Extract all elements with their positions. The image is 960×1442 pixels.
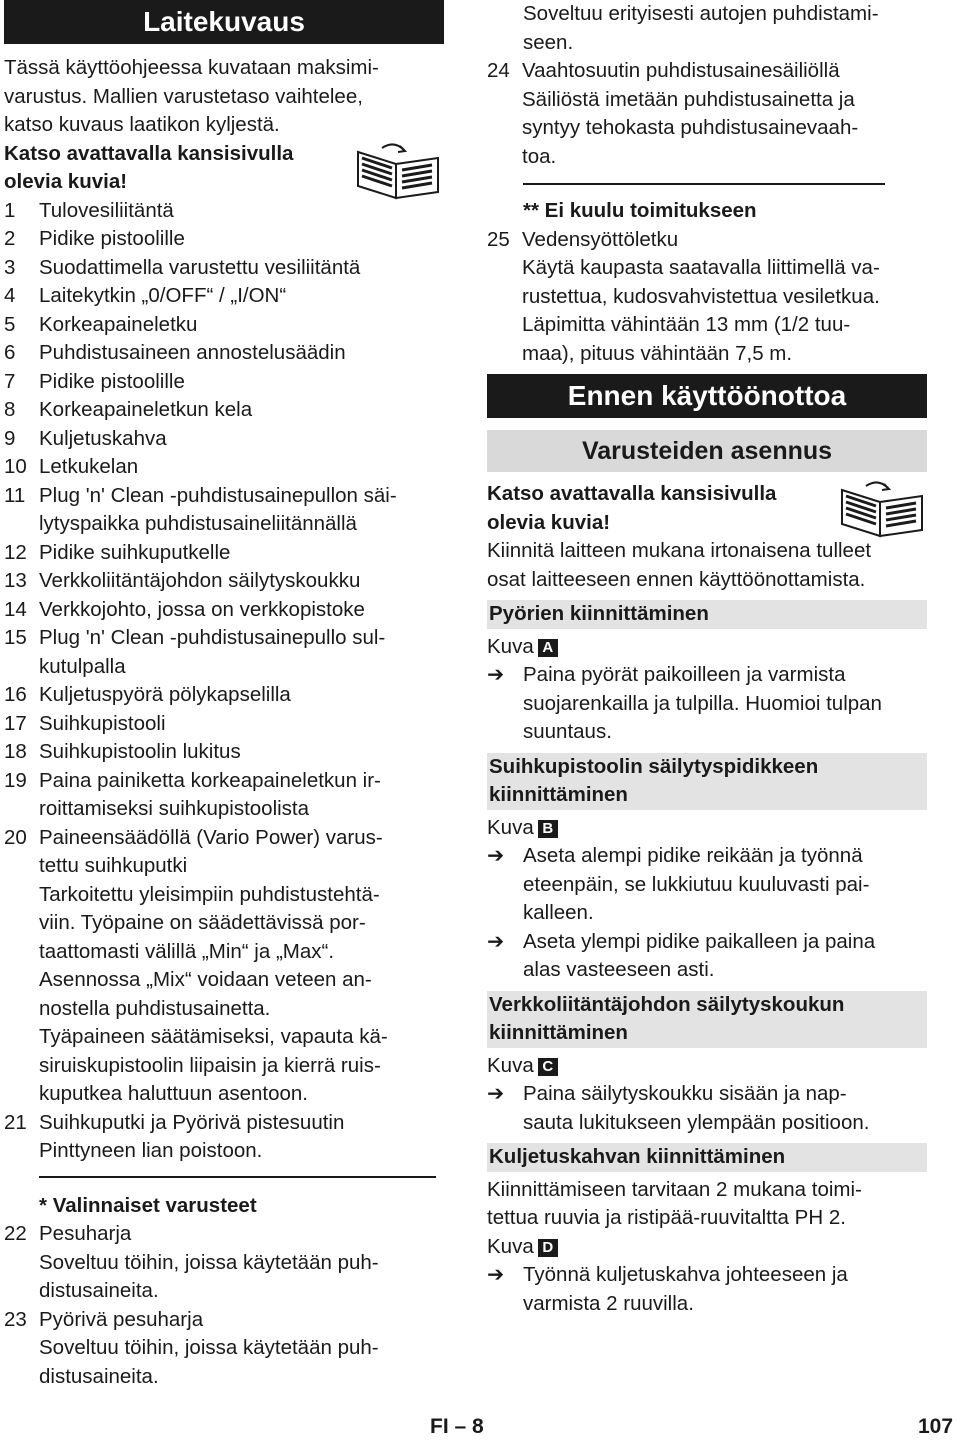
step-line: Työnnä kuljetuskahva johteeseen ja bbox=[523, 1263, 848, 1286]
item-line: syntyy tehokasta puhdistusainevaah- bbox=[522, 116, 859, 139]
step-text bbox=[523, 661, 927, 747]
item-number: 14 bbox=[4, 597, 27, 621]
intro-line: Tässä käyttöohjeessa kuvataan maksimi- bbox=[4, 56, 379, 79]
instruction-step bbox=[487, 928, 927, 985]
item-text bbox=[39, 368, 444, 397]
item-line: Korkeapaineletkun kela bbox=[39, 398, 253, 421]
item-line: Tarkoitettu yleisimpiin puhdistustehtä- bbox=[39, 882, 380, 906]
item-line: maa), pituus vähintään 7,5 m. bbox=[522, 341, 793, 365]
item-line: Suihkuputki ja Pyörivä pistesuutin bbox=[39, 1110, 345, 1134]
figure-label: Kuva bbox=[487, 815, 534, 839]
list-item bbox=[4, 339, 444, 368]
item-text bbox=[39, 767, 444, 824]
item-line: Plug 'n' Clean -puhdistusainepullon säi- bbox=[39, 483, 397, 507]
item-number: 3 bbox=[4, 255, 16, 279]
step-text bbox=[523, 1261, 927, 1318]
item-line: distusaineita. bbox=[39, 1279, 159, 1302]
list-item bbox=[487, 57, 927, 171]
step-line: suojarenkailla ja tulpilla. Huomioi tulpan bbox=[523, 691, 882, 715]
figure-reference bbox=[487, 1233, 927, 1262]
item-text bbox=[39, 482, 444, 539]
figure-letter-badge: D bbox=[538, 1239, 558, 1257]
item-line: kuputkea haluttuun asentoon. bbox=[39, 1082, 308, 1105]
arrow-icon: ➔ bbox=[487, 1263, 505, 1286]
figure-reference bbox=[487, 814, 927, 843]
item-line: Soveltuu töihin, joissa käytetään puh- bbox=[39, 1336, 379, 1359]
list-item bbox=[4, 767, 444, 824]
footer-language-page: FI – 8 bbox=[430, 1415, 484, 1438]
optional-accessories-heading: * Valinnaiset varusteet bbox=[39, 1193, 257, 1217]
item-number: 25 bbox=[487, 227, 510, 251]
item-number: 16 bbox=[4, 683, 27, 706]
item-number: 4 bbox=[4, 284, 16, 307]
section-heading-laitekuvaus: Laitekuvaus bbox=[4, 0, 444, 44]
step-line: Paina pyörät paikoilleen ja varmista bbox=[523, 663, 846, 686]
assembly-sections bbox=[487, 594, 927, 1318]
subheading-line: Suihkupistoolin säilytyspidikkeen bbox=[489, 754, 819, 778]
item-line: nostella puhdistusainetta. bbox=[39, 996, 271, 1020]
item-number: 12 bbox=[4, 540, 27, 564]
item-number: 5 bbox=[4, 312, 16, 336]
item-line: roittamiseksi suihkupistoolista bbox=[39, 797, 310, 820]
item-line: Läpimitta vähintään 13 mm (1/2 tuu- bbox=[522, 313, 851, 336]
figure-reference bbox=[487, 1052, 927, 1081]
see-figures-line: Katso avattavalla kansisivulla bbox=[487, 482, 777, 505]
item-line: Kuljetuskahva bbox=[39, 426, 167, 450]
subheading-line: Verkkoliitäntäjohdon säilytyskoukun bbox=[489, 992, 845, 1016]
intro-line: katso kuvaus laatikon kyljestä. bbox=[4, 113, 280, 136]
intro-line: varustus. Mallien varustetaso vaihtelee, bbox=[4, 84, 363, 108]
item-line: rustettua, kudosvahvistettua vesiletkua. bbox=[522, 284, 880, 308]
item-text bbox=[39, 311, 444, 340]
list-item bbox=[487, 226, 927, 369]
item-line: Paina painiketta korkeapaineletkun ir- bbox=[39, 768, 381, 792]
instruction-step bbox=[487, 1080, 927, 1137]
figure-reference bbox=[487, 633, 927, 662]
item-line: Korkeapaineletku bbox=[39, 312, 198, 336]
step-line: alas vasteeseen asti. bbox=[523, 958, 715, 981]
item-line: Pyörivä pesuharja bbox=[39, 1307, 204, 1331]
arrow-icon: ➔ bbox=[487, 844, 505, 867]
item-line: toa. bbox=[522, 144, 557, 168]
instruction-step bbox=[487, 842, 927, 928]
see-figures-line: olevia kuvia! bbox=[487, 510, 611, 534]
item-25 bbox=[487, 226, 927, 369]
item-number: 1 bbox=[4, 198, 16, 222]
item-text bbox=[39, 1306, 444, 1392]
list-item bbox=[4, 624, 444, 681]
page-number: 107 bbox=[918, 1415, 954, 1438]
item-text bbox=[522, 57, 927, 171]
item-number: 15 bbox=[4, 626, 27, 649]
item-text bbox=[39, 282, 444, 311]
item-line: Laitekytkin „0/OFF“ / „I/ON“ bbox=[39, 284, 287, 307]
item-line: distusaineita. bbox=[39, 1364, 159, 1388]
subheading-line: kiinnittäminen bbox=[489, 783, 628, 806]
instruction-step bbox=[487, 661, 927, 747]
list-item bbox=[4, 1109, 444, 1166]
item-text bbox=[39, 254, 444, 283]
arrow-icon: ➔ bbox=[487, 929, 505, 953]
item-text bbox=[39, 453, 444, 482]
item-line: Plug 'n' Clean -puhdistusainepullo sul- bbox=[39, 626, 386, 649]
assembly-section bbox=[487, 747, 927, 985]
figure-letter-badge: C bbox=[538, 1058, 558, 1076]
item-line: Pinttyneen lian poistoon. bbox=[39, 1139, 263, 1162]
open-book-icon bbox=[352, 140, 444, 202]
section-subheading bbox=[487, 600, 927, 629]
step-line: eteenpäin, se lukkiutuu kuuluvasti pai- bbox=[523, 872, 870, 896]
item-line: Vaahtosuutin puhdistusainesäiliöllä bbox=[522, 59, 840, 82]
see-figures-line: olevia kuvia! bbox=[4, 170, 128, 193]
subheading-line: Kuljetuskahvan kiinnittäminen bbox=[489, 1145, 786, 1168]
list-item bbox=[4, 311, 444, 340]
list-item bbox=[4, 482, 444, 539]
step-text bbox=[523, 1080, 927, 1137]
continued-text bbox=[487, 0, 927, 57]
item-number: 18 bbox=[4, 740, 27, 763]
item-line: Vedensyöttöletku bbox=[522, 227, 679, 251]
list-item bbox=[4, 1306, 444, 1392]
item-line: Verkkoliitäntäjohdon säilytyskoukku bbox=[39, 569, 361, 592]
item-number: 2 bbox=[4, 227, 16, 250]
item-line: Kuljetuspyörä pölykapselilla bbox=[39, 683, 291, 706]
item-line: Suihkupistooli bbox=[39, 711, 166, 735]
text-line: Kiinnitä laitteen mukana irtonaisena tulleet bbox=[487, 539, 872, 562]
step-line: Paina säilytyskoukku sisään ja nap- bbox=[523, 1082, 847, 1105]
item-text bbox=[39, 1220, 444, 1306]
text-line: seen. bbox=[523, 30, 574, 54]
list-item bbox=[4, 368, 444, 397]
item-line: Käytä kaupasta saatavalla liittimellä va- bbox=[522, 256, 880, 279]
list-item bbox=[4, 681, 444, 710]
item-24 bbox=[487, 57, 927, 171]
item-line: Pidike suihkuputkelle bbox=[39, 540, 231, 564]
item-line: kutulpalla bbox=[39, 654, 126, 678]
text-line: Kiinnittämiseen tarvitaan 2 mukana toimi- bbox=[487, 1177, 862, 1201]
step-line: Aseta alempi pidike reikään ja työnnä bbox=[523, 844, 863, 867]
item-line: siruiskupistoolin liipaisin ja kierrä ruis- bbox=[39, 1053, 381, 1077]
item-text bbox=[39, 824, 444, 1109]
item-text bbox=[522, 226, 927, 369]
list-item bbox=[4, 425, 444, 454]
step-line: varmista 2 ruuvilla. bbox=[523, 1291, 694, 1315]
item-number: 9 bbox=[4, 426, 16, 450]
section-subheading bbox=[487, 1143, 927, 1172]
right-column bbox=[487, 0, 927, 1318]
item-line: Suihkupistoolin lukitus bbox=[39, 740, 241, 763]
section-heading-ennen-kayttoonottoa: Ennen käyttöönottoa bbox=[487, 374, 927, 418]
item-line: lytyspaikka puhdistusaineliitännällä bbox=[39, 512, 357, 535]
step-line: kalleen. bbox=[523, 901, 594, 924]
item-line: taattomasti välillä „Min“ ja „Max“. bbox=[39, 939, 335, 963]
item-line: Soveltuu töihin, joissa käytetään puh- bbox=[39, 1250, 379, 1274]
not-included-heading: ** Ei kuulu toimitukseen bbox=[523, 199, 757, 222]
item-line: Säiliöstä imetään puhdistusainetta ja bbox=[522, 87, 855, 111]
open-book-icon bbox=[836, 478, 928, 540]
subheading-varusteiden-asennus: Varusteiden asennus bbox=[487, 430, 927, 472]
step-line: sauta lukitukseen ylempään positioon. bbox=[523, 1110, 870, 1134]
item-line: Pidike pistoolille bbox=[39, 227, 185, 250]
item-number: 17 bbox=[4, 711, 27, 735]
intro-text bbox=[4, 54, 444, 140]
item-text bbox=[39, 681, 444, 710]
item-line: viin. Työpaine on säädettävissä por- bbox=[39, 911, 366, 934]
list-item bbox=[4, 225, 444, 254]
list-item bbox=[4, 282, 444, 311]
section-subheading bbox=[487, 753, 927, 810]
item-text bbox=[39, 539, 444, 568]
list-item bbox=[4, 596, 444, 625]
figure-label: Kuva bbox=[487, 1234, 534, 1258]
item-line: Verkkojohto, jossa on verkkopistoke bbox=[39, 597, 365, 621]
step-line: Aseta ylempi pidike paikalleen ja paina bbox=[523, 929, 876, 953]
list-item bbox=[4, 1220, 444, 1306]
left-column bbox=[4, 0, 444, 1391]
list-item bbox=[4, 396, 444, 425]
item-number: 21 bbox=[4, 1110, 27, 1134]
parts-list bbox=[4, 197, 444, 1166]
optional-list bbox=[4, 1220, 444, 1391]
item-number: 24 bbox=[487, 59, 510, 82]
text-line: Soveltuu erityisesti autojen puhdistami- bbox=[523, 2, 879, 25]
item-number: 20 bbox=[4, 825, 27, 849]
item-line: Letkukelan bbox=[39, 455, 139, 478]
assembly-section bbox=[487, 985, 927, 1138]
list-item bbox=[4, 453, 444, 482]
see-figures-line: Katso avattavalla kansisivulla bbox=[4, 141, 294, 165]
item-text bbox=[39, 596, 444, 625]
item-line: Tyäpaineen säätämiseksi, vapauta kä- bbox=[39, 1025, 388, 1048]
subheading-line: Pyörien kiinnittäminen bbox=[489, 602, 709, 625]
item-text bbox=[39, 339, 444, 368]
figure-label: Kuva bbox=[487, 1053, 534, 1077]
item-line: Pesuharja bbox=[39, 1222, 132, 1245]
item-number: 23 bbox=[4, 1307, 27, 1331]
item-line: Paineensäädöllä (Vario Power) varus- bbox=[39, 825, 383, 849]
list-item bbox=[4, 710, 444, 739]
item-number: 7 bbox=[4, 369, 16, 393]
list-item bbox=[4, 254, 444, 283]
item-line: Puhdistusaineen annostelusäädin bbox=[39, 341, 346, 364]
item-text bbox=[39, 710, 444, 739]
text-line: osat laitteeseen ennen käyttöönottamista. bbox=[487, 567, 866, 591]
figure-letter-badge: B bbox=[538, 820, 558, 838]
list-item bbox=[4, 539, 444, 568]
arrow-icon: ➔ bbox=[487, 663, 505, 686]
figure-letter-badge: A bbox=[538, 639, 558, 657]
assembly-section bbox=[487, 1137, 927, 1318]
text-line: tettua ruuvia ja ristipää-ruuvitaltta PH 2. bbox=[487, 1206, 846, 1229]
item-text bbox=[39, 1109, 444, 1166]
subheading-line: kiinnittäminen bbox=[489, 1021, 628, 1044]
item-text bbox=[39, 567, 444, 596]
figure-label: Kuva bbox=[487, 634, 534, 658]
list-item bbox=[4, 824, 444, 1109]
attach-text bbox=[487, 537, 927, 594]
item-text bbox=[39, 225, 444, 254]
item-line: tettu suihkuputki bbox=[39, 854, 188, 877]
assembly-section bbox=[487, 594, 927, 747]
item-text bbox=[39, 624, 444, 681]
item-number: 8 bbox=[4, 398, 16, 421]
instruction-step bbox=[487, 1261, 927, 1318]
step-text bbox=[523, 928, 927, 985]
item-number: 10 bbox=[4, 455, 27, 478]
item-number: 19 bbox=[4, 768, 27, 792]
list-item bbox=[4, 738, 444, 767]
item-line: Suodattimella varustettu vesiliitäntä bbox=[39, 255, 361, 279]
item-number: 22 bbox=[4, 1222, 27, 1245]
item-text bbox=[39, 396, 444, 425]
section-subheading bbox=[487, 991, 927, 1048]
step-text bbox=[523, 842, 927, 928]
item-text bbox=[39, 425, 444, 454]
arrow-icon: ➔ bbox=[487, 1082, 505, 1105]
item-line: Asennossa „Mix“ voidaan veteen an- bbox=[39, 968, 372, 991]
item-text bbox=[39, 738, 444, 767]
step-line: suuntaus. bbox=[523, 720, 612, 743]
item-line: Pidike pistoolille bbox=[39, 369, 185, 393]
item-line: Tulovesiliitäntä bbox=[39, 198, 174, 222]
item-number: 6 bbox=[4, 341, 16, 364]
item-number: 11 bbox=[4, 483, 26, 507]
list-item bbox=[4, 567, 444, 596]
item-number: 13 bbox=[4, 569, 27, 592]
